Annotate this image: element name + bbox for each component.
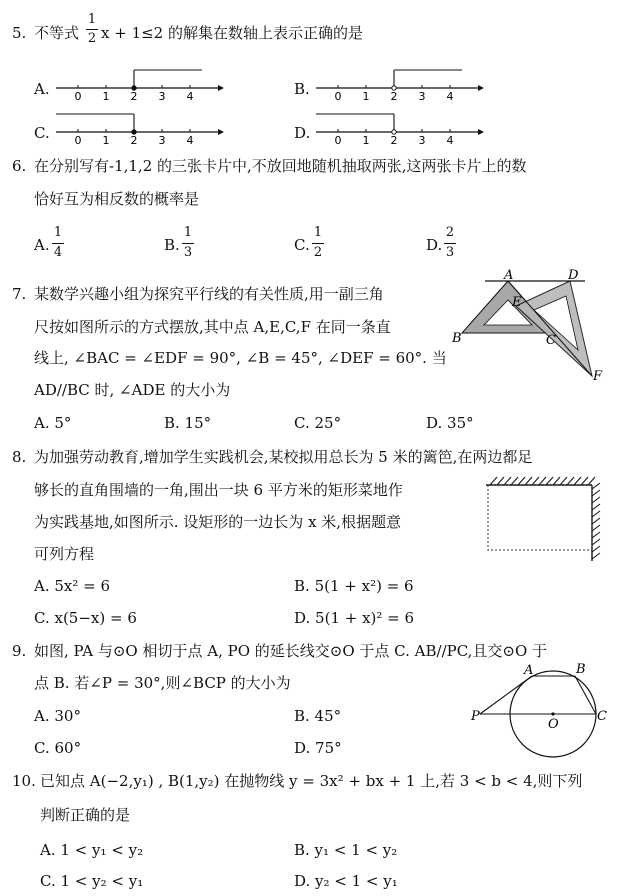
q6-line1: 在分别写有-1,1,2 的三张卡片中,不放回地随机抽取两张,这两张卡片上的数 bbox=[34, 157, 527, 175]
q6-option-b-den: 3 bbox=[183, 245, 193, 260]
q8-option-a bbox=[34, 577, 110, 595]
q10-number: 10. bbox=[12, 772, 36, 790]
q7-label-f: F bbox=[593, 369, 603, 384]
q10-option-d: D. y₂ < 1 < y₁ bbox=[294, 872, 398, 890]
q7-option-d: D. 35° bbox=[426, 414, 474, 432]
q6-option-c-num: 1 bbox=[313, 225, 323, 240]
hatch-stroke bbox=[490, 477, 497, 485]
hatch-stroke bbox=[567, 477, 574, 485]
hatch-stroke bbox=[518, 477, 525, 485]
q8-option-b-text: 5(1 + x²) = 6 bbox=[314, 577, 414, 595]
q9-number: 9. bbox=[12, 642, 27, 660]
q7-line1: 某数学兴趣小组为探究平行线的有关性质,用一副三角 bbox=[34, 285, 384, 303]
q6-option-a-bar bbox=[52, 243, 64, 244]
q9-label-b: B bbox=[576, 662, 586, 677]
q8-wall-right-hatch bbox=[592, 483, 600, 559]
q8-option-c-letter: C. bbox=[34, 609, 50, 627]
q8-line1: 为加强劳动教育,增加学生实践机会,某校拟用总长为 5 米的篱笆,在两边都足 bbox=[34, 448, 533, 466]
q8-figure-wall-corner bbox=[480, 475, 610, 565]
q7-option-b: B. 15° bbox=[164, 414, 212, 432]
q8-option-c-text: x(5−x) = 6 bbox=[54, 609, 137, 627]
hatch-stroke bbox=[581, 477, 588, 485]
q9-figure-circle-tangent bbox=[470, 662, 610, 767]
tick-label: 2 bbox=[130, 134, 138, 147]
q9-option-c: C. 60° bbox=[34, 739, 82, 757]
q8-option-b-letter: B. bbox=[294, 577, 310, 595]
q10-line2: 判断正确的是 bbox=[40, 806, 131, 824]
q7-label-e: E bbox=[512, 295, 522, 310]
hatch-stroke bbox=[592, 546, 600, 552]
axis-arrow bbox=[218, 85, 224, 91]
q7-option-c: C. 25° bbox=[294, 414, 342, 432]
q5-option-b-number-line bbox=[312, 66, 482, 103]
q6-option-a-letter: A. bbox=[34, 236, 50, 254]
q5-option-d-letter: D. bbox=[294, 124, 311, 142]
q7-line4: AD//BC 时, ∠ADE 的大小为 bbox=[34, 381, 231, 399]
q8-vegetable-plot bbox=[488, 485, 592, 550]
q5-option-a-letter: A. bbox=[34, 80, 50, 98]
hatch-stroke bbox=[592, 511, 600, 517]
q5-rest: x + 1≤2 的解集在数轴上表示正确的是 bbox=[101, 24, 363, 42]
q8-line4: 可列方程 bbox=[34, 545, 95, 563]
q6-option-d-den: 3 bbox=[445, 245, 455, 260]
q10-option-a: A. 1 < y₁ < y₂ bbox=[40, 841, 144, 859]
q9-label-c: C bbox=[597, 709, 607, 724]
hatch-stroke bbox=[553, 477, 560, 485]
q6-option-d-num: 2 bbox=[445, 225, 455, 240]
tick-label: 1 bbox=[362, 134, 370, 147]
tick-label: 1 bbox=[102, 90, 110, 103]
q9-option-b: B. 45° bbox=[294, 707, 342, 725]
q8-wall-top-hatch bbox=[490, 477, 595, 485]
q5-frac-bar bbox=[86, 29, 98, 30]
q5-option-a-number-line bbox=[52, 66, 222, 103]
q8-option-d-text: 5(1 + x)² = 6 bbox=[315, 609, 415, 627]
q6-number: 6. bbox=[12, 157, 27, 175]
q7-label-a: A bbox=[504, 268, 514, 283]
tick-label: 3 bbox=[158, 134, 166, 147]
q9-line1: 如图, PA 与⊙O 相切于点 A, PO 的延长线交⊙O 于点 C. AB//PC,且交⊙O 于 bbox=[34, 642, 548, 660]
q8-number: 8. bbox=[12, 448, 27, 466]
boundary-point bbox=[392, 86, 396, 90]
q7-label-b: B bbox=[452, 331, 462, 346]
tick-label: 4 bbox=[446, 134, 454, 147]
q6-line2: 恰好互为相反数的概率是 bbox=[34, 190, 200, 208]
hatch-stroke bbox=[592, 504, 600, 510]
q5-option-c-number-line bbox=[52, 110, 222, 147]
hatch-stroke bbox=[546, 477, 553, 485]
q9-line-pa bbox=[480, 676, 532, 714]
hatch-stroke bbox=[592, 532, 600, 538]
q10-option-c: C. 1 < y₂ < y₁ bbox=[40, 872, 144, 890]
q8-line3: 为实践基地,如图所示. 设矩形的一边长为 x 米,根据题意 bbox=[34, 513, 402, 531]
q9-point-o bbox=[551, 712, 554, 715]
boundary-point bbox=[132, 130, 136, 134]
q8-option-a-text: 5x² = 6 bbox=[54, 577, 111, 595]
q5-frac-num: 1 bbox=[87, 12, 97, 27]
hatch-stroke bbox=[539, 477, 546, 485]
tick-label: 1 bbox=[102, 134, 110, 147]
tick-label: 2 bbox=[390, 90, 398, 103]
q10-line1: 已知点 A(−2,y₁) , B(1,y₂) 在抛物线 y = 3x² + bx + 1 上,若 3 < b < 4,则下列 bbox=[40, 772, 583, 790]
axis-arrow bbox=[218, 129, 224, 135]
hatch-stroke bbox=[592, 553, 600, 559]
q6-option-a-den: 4 bbox=[53, 245, 63, 260]
q6-option-b-num: 1 bbox=[183, 225, 193, 240]
q8-option-d-letter: D. bbox=[294, 609, 311, 627]
hatch-stroke bbox=[592, 483, 600, 489]
tick-label: 0 bbox=[74, 90, 82, 103]
q9-option-a: A. 30° bbox=[34, 707, 81, 725]
q6-option-b-bar bbox=[182, 243, 194, 244]
hatch-stroke bbox=[525, 477, 532, 485]
tick-label: 4 bbox=[186, 90, 194, 103]
q9-label-a: A bbox=[524, 663, 534, 678]
q9-line-bc bbox=[575, 676, 596, 714]
q6-option-c-bar bbox=[312, 243, 324, 244]
hatch-stroke bbox=[592, 539, 600, 545]
q5-option-c-letter: C. bbox=[34, 124, 50, 142]
q7-option-a: A. 5° bbox=[34, 414, 72, 432]
q7-number: 7. bbox=[12, 285, 27, 303]
q8-option-b bbox=[294, 577, 414, 595]
tick-label: 1 bbox=[362, 90, 370, 103]
tick-label: 3 bbox=[418, 134, 426, 147]
tick-label: 0 bbox=[334, 90, 342, 103]
q7-label-c: C bbox=[546, 333, 556, 348]
tick-label: 0 bbox=[334, 134, 342, 147]
q6-option-d-letter: D. bbox=[426, 236, 443, 254]
hatch-stroke bbox=[592, 497, 600, 503]
hatch-stroke bbox=[592, 518, 600, 524]
q7-label-d: D bbox=[568, 268, 579, 283]
q5-option-d-number-line bbox=[312, 110, 482, 147]
q8-line2: 够长的直角围墙的一角,围出一块 6 平方米的矩形菜地作 bbox=[34, 481, 403, 499]
hatch-stroke bbox=[504, 477, 511, 485]
q9-label-p: P bbox=[471, 709, 480, 724]
q8-option-c bbox=[34, 609, 137, 627]
tick-label: 0 bbox=[74, 134, 82, 147]
q9-label-o: O bbox=[548, 717, 559, 732]
q5-number: 5. bbox=[12, 24, 27, 42]
q6-option-a-num: 1 bbox=[53, 225, 63, 240]
q10-option-b: B. y₁ < 1 < y₂ bbox=[294, 841, 398, 859]
q9-line2: 点 B. 若∠P = 30°,则∠BCP 的大小为 bbox=[34, 674, 291, 692]
q6-option-b-letter: B. bbox=[164, 236, 180, 254]
axis-arrow bbox=[478, 129, 484, 135]
tick-label: 3 bbox=[418, 90, 426, 103]
hatch-stroke bbox=[592, 525, 600, 531]
q8-option-d bbox=[294, 609, 414, 627]
q7-line2: 尺按如图所示的方式摆放,其中点 A,E,C,F 在同一条直 bbox=[34, 318, 391, 336]
q5-frac-den: 2 bbox=[87, 31, 97, 46]
q7-figure-triangle-rulers bbox=[450, 268, 610, 383]
tick-label: 2 bbox=[390, 134, 398, 147]
q6-option-d-bar bbox=[444, 243, 456, 244]
tick-label: 4 bbox=[446, 90, 454, 103]
tick-label: 3 bbox=[158, 90, 166, 103]
hatch-stroke bbox=[574, 477, 581, 485]
q9-option-d: D. 75° bbox=[294, 739, 342, 757]
boundary-point bbox=[132, 86, 136, 90]
boundary-point bbox=[392, 130, 396, 134]
q5-option-b-letter: B. bbox=[294, 80, 310, 98]
q6-option-c-letter: C. bbox=[294, 236, 310, 254]
hatch-stroke bbox=[588, 477, 595, 485]
hatch-stroke bbox=[592, 490, 600, 496]
hatch-stroke bbox=[560, 477, 567, 485]
tick-label: 4 bbox=[186, 134, 194, 147]
tick-label: 2 bbox=[130, 90, 138, 103]
q5-prefix: 不等式 bbox=[34, 24, 80, 42]
axis-arrow bbox=[478, 85, 484, 91]
hatch-stroke bbox=[532, 477, 539, 485]
q6-option-c-den: 2 bbox=[313, 245, 323, 260]
q8-option-a-letter: A. bbox=[34, 577, 50, 595]
hatch-stroke bbox=[497, 477, 504, 485]
hatch-stroke bbox=[511, 477, 518, 485]
q7-line3: 线上, ∠BAC = ∠EDF = 90°, ∠B = 45°, ∠DEF = 60°. 当 bbox=[34, 349, 447, 367]
